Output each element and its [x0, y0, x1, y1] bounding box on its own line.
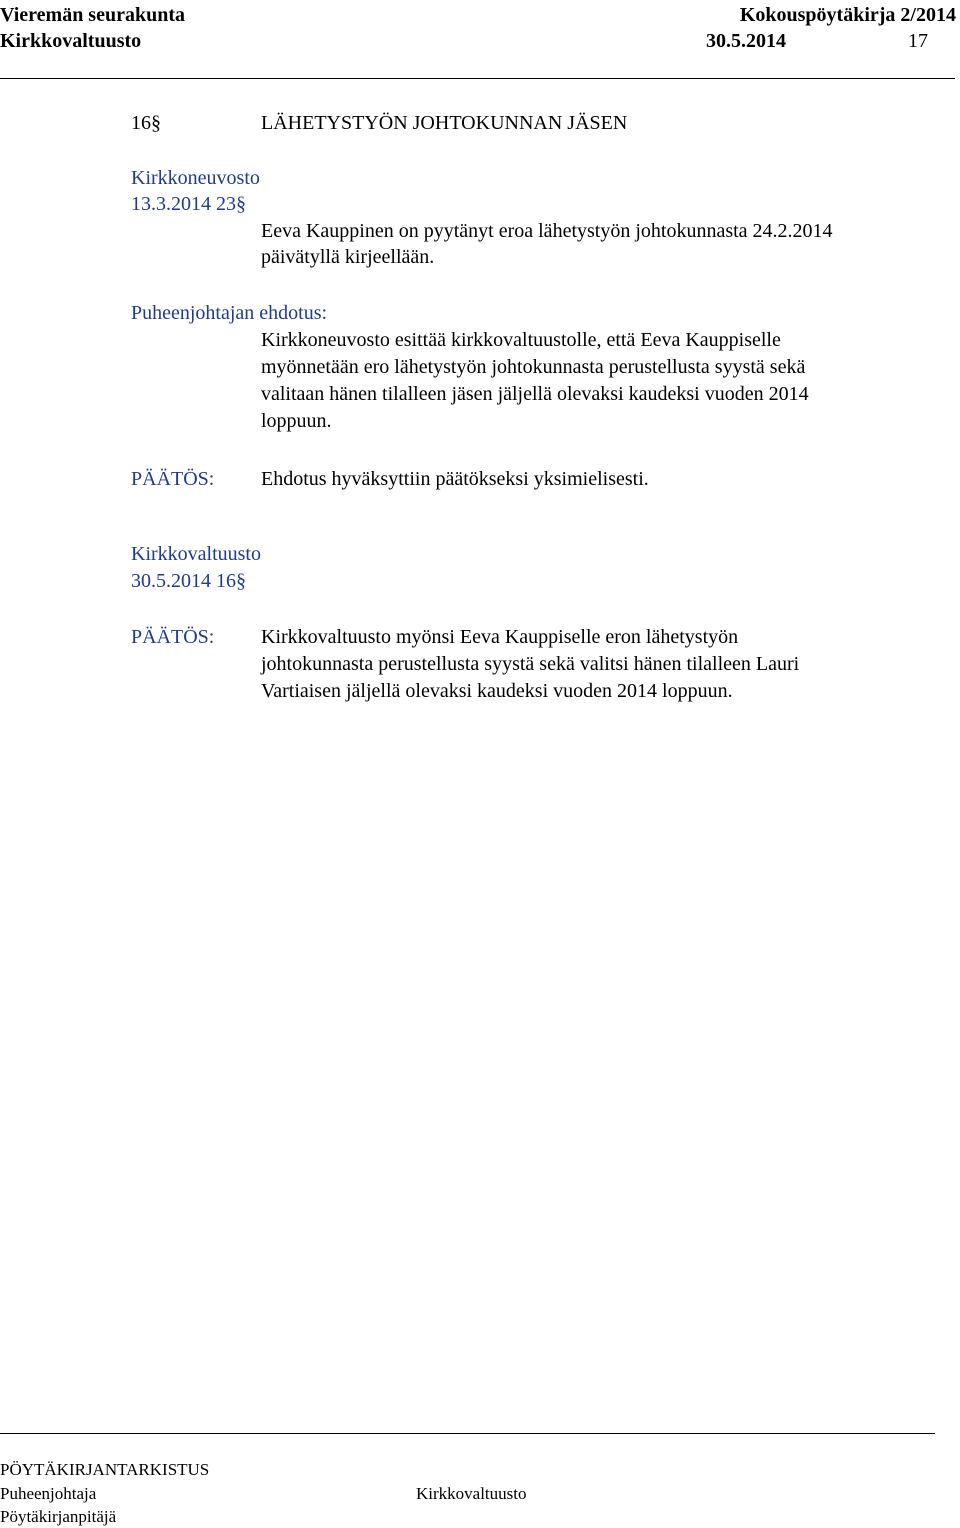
proposal-line-3: valitaan hänen tilalleen jäsen jäljellä olevaksi kaudeksi vuoden 2014	[261, 383, 809, 405]
footer-title: PÖYTÄKIRJANTARKISTUS	[0, 1460, 210, 1479]
kv-decision-line-3: Vartiaisen jäljellä olevaksi kaudeksi vuoden 2014 loppuun.	[261, 680, 733, 702]
kirkkovaltuusto-ref: 30.5.2014 16	[131, 570, 236, 592]
kirkkovaltuusto-reference	[131, 568, 246, 594]
decision-text: Ehdotus hyväksyttiin päätökseksi yksimielisesti.	[261, 468, 649, 490]
decision-label: PÄÄTÖS:	[131, 468, 215, 490]
kirkkoneuvosto-label: Kirkkoneuvosto	[131, 167, 260, 189]
kirkkovaltuusto-label: Kirkkovaltuusto	[131, 543, 261, 565]
proposal-line-1: Kirkkoneuvosto esittää kirkkovaltuustolle, että Eeva Kauppiselle	[261, 329, 781, 351]
kv-decision-label: PÄÄTÖS:	[131, 626, 215, 648]
kirkkoneuvosto-ref-mark: §	[236, 193, 246, 215]
kirkkoneuvosto-reference	[131, 191, 246, 217]
proposal-line-2: myönnetään ero lähetystyön johtokunnasta perustellusta syystä sekä	[261, 356, 806, 378]
kirkkoneuvosto-ref: 13.3.2014 23	[131, 193, 236, 215]
intro-line-1: Eeva Kauppinen on pyytänyt eroa lähetystyön johtokunnasta 24.2.2014	[261, 220, 833, 242]
header-document-type: Kokouspöytäkirja 2/2014	[739, 4, 956, 26]
section-number-wrap	[131, 110, 161, 136]
kirkkovaltuusto-ref-mark: §	[236, 570, 246, 592]
header-body: Kirkkovaltuusto	[0, 30, 142, 52]
proposal-line-4: loppuun.	[261, 410, 332, 432]
section-title: LÄHETYSTYÖN JOHTOKUNNAN JÄSEN	[261, 112, 628, 134]
proposal-label: Puheenjohtajan ehdotus:	[131, 302, 328, 324]
kv-decision-line-2: johtokunnasta perustellusta syystä sekä valitsi hänen tilalleen Lauri	[261, 653, 800, 675]
header-organization: Vieremän seurakunta	[0, 4, 185, 26]
footer-divider	[0, 1433, 935, 1434]
footer-body: Kirkkovaltuusto	[416, 1484, 527, 1503]
header-page-number: 17	[908, 30, 928, 52]
intro-line-2: päivätyllä kirjeellään.	[261, 246, 435, 268]
section-mark: §	[151, 112, 161, 134]
footer-secretary: Pöytäkirjanpitäjä	[0, 1507, 117, 1526]
section-number: 16	[131, 112, 151, 134]
kv-decision-line-1: Kirkkovaltuusto myönsi Eeva Kauppiselle eron lähetystyön	[261, 626, 739, 648]
footer-chair: Puheenjohtaja	[0, 1484, 97, 1503]
header-date: 30.5.2014	[706, 30, 786, 52]
header-divider	[0, 78, 955, 79]
